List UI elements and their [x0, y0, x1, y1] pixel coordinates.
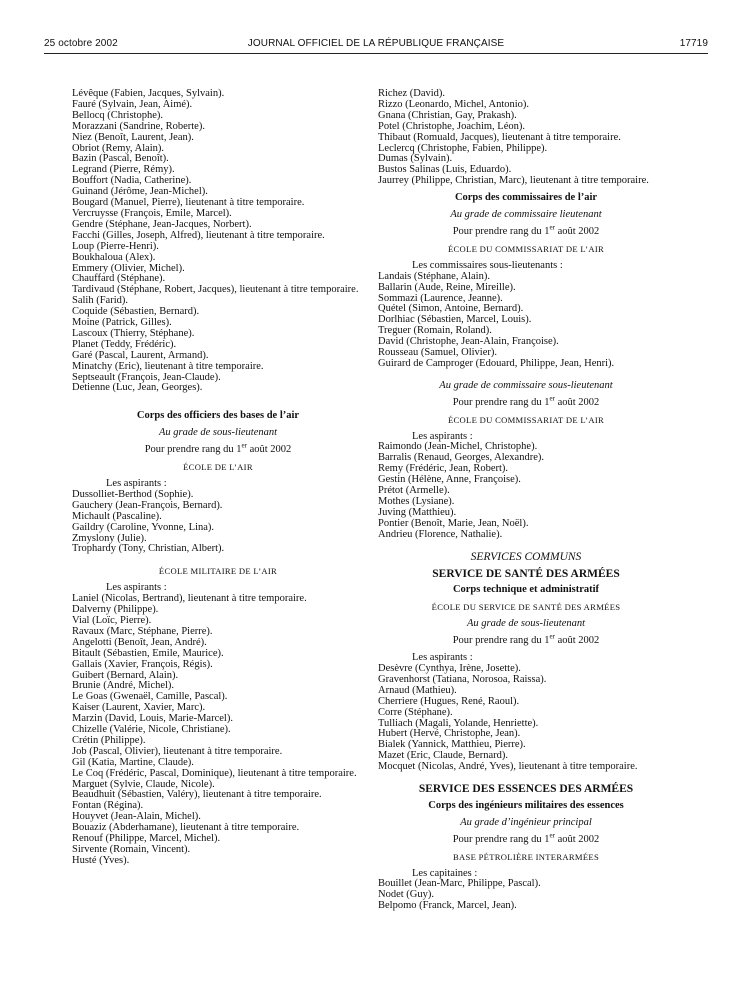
list-item: Planet (Teddy, Frédéric). [72, 338, 177, 350]
school-name: ÉCOLE MILITAIRE DE L’AIR [158, 566, 278, 577]
list-item: Mocquet (Nicolas, André, Yves), lieutenant à titre temporaire. [378, 761, 638, 773]
group-label: Les aspirants : [412, 652, 473, 664]
list-item: Renouf (Philippe, Marcel, Michel). [72, 833, 221, 845]
corps-title: Corps des ingénieurs militaires des essences [428, 799, 624, 811]
header-journal-title: JOURNAL OFFICIEL DE LA RÉPUBLIQUE FRANÇAISE [247, 38, 505, 49]
list-item: Gil (Katia, Martine, Claude). [72, 756, 194, 768]
name-list [72, 594, 364, 867]
list-item: Bouaziz (Abderhamane), lieutenant à titre temporaire. [72, 822, 300, 834]
school-name: ÉCOLE DU COMMISSARIAT DE L’AIR [447, 414, 605, 425]
list-item: Desèvre (Cynthya, Irène, Josette). [378, 662, 521, 674]
school-name: ÉCOLE DU COMMISSARIAT DE L’AIR [447, 243, 605, 254]
list-item: Garé (Pascal, Laurent, Armand). [72, 349, 209, 361]
grade-line: Au grade de sous-lieutenant [158, 427, 278, 439]
list-item: Morazzani (Sandrine, Roberte). [72, 120, 205, 132]
list-item: Lévêque (Fabien, Jacques, Sylvain). [72, 88, 225, 99]
list-item: Bustos Salinas (Luis, Eduardo). [378, 164, 512, 176]
list-item: Crétin (Philippe). [72, 734, 146, 746]
list-item: Vial (Loïc, Pierre). [72, 614, 152, 626]
list-item: Ballarin (Aude, Reine, Mireille). [378, 281, 516, 293]
service-title: SERVICE DE SANTÉ DES ARMÉES [432, 567, 620, 580]
list-item: Fontan (Régina). [72, 800, 144, 812]
list-item: Quétel (Simon, Antoine, Bernard). [378, 303, 524, 315]
list-item: Gestin (Hélène, Anne, Françoise). [378, 474, 521, 486]
list-item: Marzin (David, Louis, Marie-Marcel). [72, 713, 233, 725]
list-item: Le Goas (Gwenaël, Camille, Pascal). [72, 691, 228, 703]
grade-line: Au grade de sous-lieutenant [466, 618, 586, 630]
list-item: Mazet (Eric, Claude, Bernard). [378, 750, 509, 762]
list-item: Vercruysse (François, Emile, Marcel). [72, 207, 232, 219]
grade-line: Au grade de commissaire sous-lieutenant [439, 379, 613, 391]
list-item: Corre (Stéphane). [378, 706, 453, 718]
list-item: Treguer (Romain, Roland). [378, 325, 492, 337]
list-item: Tardivaud (Stéphane, Robert, Jacques), lieutenant à titre temporaire. [72, 284, 359, 296]
list-item: Nodet (Guy). [378, 889, 434, 901]
list-item: Gnana (Christian, Gay, Prakash). [378, 109, 517, 121]
group-label: Les commissaires sous-lieutenants : [412, 259, 563, 271]
list-item: Loup (Pierre-Henri). [72, 240, 159, 252]
header-page-number: 17719 [679, 38, 708, 49]
list-item: Arnaud (Mathieu). [378, 684, 457, 696]
header-date: 25 octobre 2002 [44, 38, 118, 49]
list-item: Gravenhorst (Tatiana, Norosoa, Raissa). [378, 673, 547, 685]
list-item: Coquide (Sébastien, Bernard). [72, 306, 200, 318]
header-rule [44, 53, 708, 54]
list-item: Facchi (Gilles, Joseph, Alfred), lieutenant à titre temporaire. [72, 229, 325, 241]
list-item: Landais (Stéphane, Alain). [378, 270, 490, 282]
list-item: Andrieu (Florence, Nathalie). [378, 528, 503, 540]
list-item: Bialek (Yannick, Matthieu, Pierre). [378, 739, 526, 751]
rank-line: Pour prendre rang du 1er août 2002 [452, 223, 600, 237]
list-item: Sommazi (Laurence, Jeanne). [378, 292, 503, 304]
list-item: Gallais (Xavier, François, Régis). [72, 658, 213, 670]
name-list [378, 879, 674, 912]
name-list [72, 89, 364, 394]
list-item: Beaudhuit (Sébastien, Valéry), lieutenant à titre temporaire. [72, 789, 322, 801]
grade-line: Au grade de commissaire lieutenant [450, 209, 602, 221]
list-item: Rizzo (Leonardo, Michel, Antonio). [378, 98, 530, 110]
list-item: Sirvente (Romain, Vincent). [72, 844, 191, 855]
group-label: Les aspirants : [106, 478, 167, 489]
rank-line: Pour prendre rang du 1er août 2002 [452, 831, 600, 845]
name-list [72, 490, 364, 555]
name-list [378, 664, 674, 773]
list-item: Dorlhiac (Sébastien, Marcel, Louis). [378, 314, 532, 326]
list-item: Belpomo (Franck, Marcel, Jean). [378, 900, 517, 912]
list-item: Guirard de Camproger (Edouard, Philippe, Jean, Henri). [378, 357, 615, 369]
corps-title: Corps technique et administratif [452, 584, 600, 596]
list-item: Juving (Matthieu). [378, 506, 457, 518]
list-item: Michault (Pascaline). [72, 510, 162, 522]
list-item: Ravaux (Marc, Stéphane, Pierre). [72, 625, 213, 637]
list-item: Bitault (Sébastien, Emile, Maurice). [72, 647, 224, 659]
list-item: Bouffort (Nadia, Catherine). [72, 175, 192, 187]
list-item: Job (Pascal, Olivier), lieutenant à titre temporaire. [72, 745, 283, 757]
list-item: Raimondo (Jean-Michel, Christophe). [378, 441, 538, 453]
rank-line: Pour prendre rang du 1er août 2002 [452, 632, 600, 647]
list-item: Brunie (André, Michel). [72, 680, 175, 692]
service-title: SERVICE DES ESSENCES DES ARMÉES [418, 783, 634, 796]
list-item: Potel (Christophe, Joachim, Léon). [378, 120, 525, 132]
list-item: Mothes (Lysiane). [378, 496, 455, 507]
name-list [378, 89, 674, 187]
list-item: Rousseau (Samuel, Olivier). [378, 347, 497, 359]
left-column [72, 89, 364, 867]
list-item: Cherriere (Hugues, René, Raoul). [378, 695, 520, 707]
list-item: Remy (Frédéric, Jean, Robert). [378, 463, 509, 475]
rank-line: Pour prendre rang du 1er août 2002 [144, 441, 292, 456]
list-item: Minatchy (Eric), lieutenant à titre temporaire. [72, 360, 264, 372]
list-item: Bougard (Manuel, Pierre), lieutenant à titre temporaire. [72, 197, 305, 209]
list-item: Prétot (Armelle). [378, 485, 450, 497]
list-item: Jaurrey (Philippe, Christian, Marc), lieutenant à titre temporaire. [378, 175, 649, 187]
name-list [378, 272, 674, 370]
rank-line: Pour prendre rang du 1er août 2002 [452, 394, 600, 408]
list-item: Chizelle (Valérie, Nicole, Christiane). [72, 724, 231, 736]
list-item: Angelotti (Benoît, Jean, André). [72, 636, 207, 648]
school-name: ÉCOLE DE L’AIR [183, 462, 253, 473]
list-item: Laniel (Nicolas, Bertrand), lieutenant à titre temporaire. [72, 593, 307, 605]
list-item: Guinand (Jérôme, Jean-Michel). [72, 186, 208, 198]
list-item: Lascoux (Thierry, Stéphane). [72, 327, 195, 339]
list-item: Le Coq (Frédéric, Pascal, Dominique), lieutenant à titre temporaire. [72, 767, 357, 779]
list-item: Salih (Farid). [72, 295, 128, 307]
list-item: Pontier (Benoît, Marie, Jean, Noël). [378, 517, 529, 529]
list-item: Obriot (Remy, Alain). [72, 142, 165, 154]
list-item: Emmery (Olivier, Michel). [72, 262, 185, 274]
list-item: Hubert (Hervé, Christophe, Jean). [378, 728, 521, 740]
list-item: Legrand (Pierre, Rémy). [72, 164, 175, 176]
section-title: Corps des commissaires de l’air [454, 192, 598, 204]
list-item: Moine (Patrick, Gilles). [72, 317, 172, 329]
list-item: Dussolliet-Berthod (Sophie). [72, 488, 194, 500]
list-item: Husté (Yves). [72, 854, 130, 866]
list-item: Marguet (Sylvie, Claude, Nicole). [72, 778, 215, 790]
list-item: Thibaut (Romuald, Jacques), lieutenant à titre temporaire. [378, 131, 621, 143]
list-item: Septseault (François, Jean-Claude). [72, 371, 221, 383]
list-item: Zmyslony (Julie). [72, 532, 147, 544]
list-item: Bellocq (Christophe). [72, 109, 163, 121]
list-item: Richez (David). [378, 88, 446, 99]
list-item: Houyvet (Jean-Alain, Michel). [72, 811, 201, 823]
list-item: Detienne (Luc, Jean, Georges). [72, 382, 203, 394]
list-item: Bazin (Pascal, Benoît). [72, 153, 169, 165]
list-item: Dalverny (Philippe). [72, 604, 159, 616]
list-item: Barralis (Renaud, Georges, Alexandre). [378, 452, 545, 464]
list-item: Trophardy (Tony, Christian, Albert). [72, 543, 225, 555]
list-item: Gaildry (Caroline, Yvonne, Lina). [72, 521, 215, 533]
list-item: Dumas (Sylvain). [378, 153, 453, 165]
list-item: Kaiser (Laurent, Xavier, Marc). [72, 702, 206, 714]
list-item: Chauffard (Stéphane). [72, 273, 166, 285]
school-name: BASE PÉTROLIÈRE INTERARMÉES [452, 851, 600, 862]
list-item: Tulliach (Magali, Yolande, Henriette). [378, 717, 539, 729]
list-item: Boukhaloua (Alex). [72, 251, 156, 263]
group-label: Les capitaines : [412, 867, 478, 879]
page-header [44, 38, 708, 54]
list-item: Fauré (Sylvain, Jean, Aimé). [72, 98, 193, 110]
services-heading: SERVICES COMMUNS [470, 550, 582, 563]
grade-line: Au grade d’ingénieur principal [460, 816, 592, 828]
section-title: Corps des officiers des bases de l’air [136, 410, 300, 422]
school-name: ÉCOLE DU SERVICE DE SANTÉ DES ARMÉES [431, 602, 621, 613]
list-item: Bouillet (Jean-Marc, Philippe, Pascal). [378, 878, 541, 890]
name-list [378, 442, 674, 540]
list-item: Niez (Benoît, Laurent, Jean). [72, 131, 194, 143]
list-item: Gendre (Stéphane, Jean-Jacques, Norbert). [72, 218, 252, 230]
list-item: Leclercq (Christophe, Fabien, Philippe). [378, 142, 548, 154]
group-label: Les aspirants : [106, 582, 167, 594]
list-item: Guibert (Bernard, Alain). [72, 669, 179, 681]
right-column [378, 89, 674, 912]
list-item: David (Christophe, Jean-Alain, Françoise). [378, 336, 559, 348]
list-item: Gauchery (Jean-François, Bernard). [72, 499, 223, 511]
group-label: Les aspirants : [412, 430, 473, 442]
